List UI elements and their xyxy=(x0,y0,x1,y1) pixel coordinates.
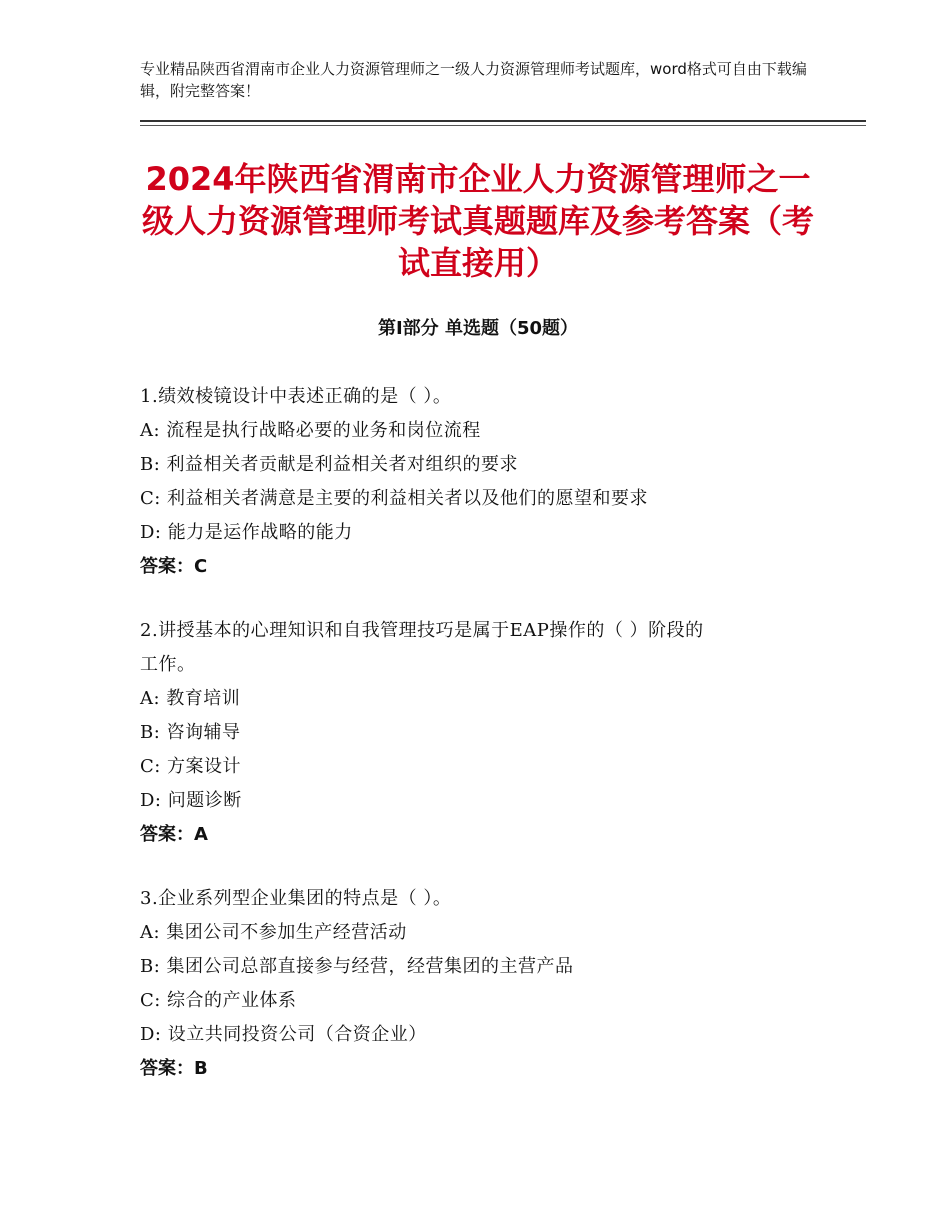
option-d: D: 问题诊断 xyxy=(140,790,242,811)
option-b: B: 利益相关者贡献是利益相关者对组织的要求 xyxy=(140,454,519,475)
answer: 答案：B xyxy=(140,1058,208,1079)
option-c: C: 综合的产业体系 xyxy=(140,990,297,1011)
option-a: A: 集团公司不参加生产经营活动 xyxy=(140,922,407,943)
question-stem: 1.绩效棱镜设计中表述正确的是（ ）。 xyxy=(140,386,452,407)
option-d: D: 设立共同投资公司（合资企业） xyxy=(140,1024,427,1045)
answer: 答案：A xyxy=(140,824,208,845)
option-a: A: 流程是执行战略必要的业务和岗位流程 xyxy=(140,420,481,441)
option-b: B: 集团公司总部直接参与经营，经营集团的主营产品 xyxy=(140,956,574,977)
question-1 xyxy=(140,380,820,584)
question-stem: 2.讲授基本的心理知识和自我管理技巧是属于EAP操作的（ ）阶段的 xyxy=(140,620,704,641)
question-3 xyxy=(140,882,820,1086)
option-d: D: 能力是运作战略的能力 xyxy=(140,522,353,543)
question-stem: 3.企业系列型企业集团的特点是（ ）。 xyxy=(140,888,452,909)
option-b: B: 咨询辅导 xyxy=(140,722,241,743)
header-note: 专业精品陕西省渭南市企业人力资源管理师之一级人力资源管理师考试题库，word格式可自由下载编辑，附完整答案！ xyxy=(140,60,807,100)
question-list xyxy=(140,380,820,1116)
answer: 答案：C xyxy=(140,556,208,577)
question-2 xyxy=(140,614,820,852)
header-divider-thin xyxy=(140,125,866,126)
section-title: 第Ⅰ部分 单选题（50题） xyxy=(377,318,578,339)
option-a: A: 教育培训 xyxy=(140,688,241,709)
option-c: C: 利益相关者满意是主要的利益相关者以及他们的愿望和要求 xyxy=(140,488,649,509)
header-divider-thick xyxy=(140,120,866,122)
question-stem-continued: 工作。 xyxy=(140,654,196,675)
document-title: 2024年陕西省渭南市企业人力资源管理师之一级人力资源管理师考试真题题库及参考答案（考试直接用） xyxy=(141,160,814,282)
option-c: C: 方案设计 xyxy=(140,756,242,777)
